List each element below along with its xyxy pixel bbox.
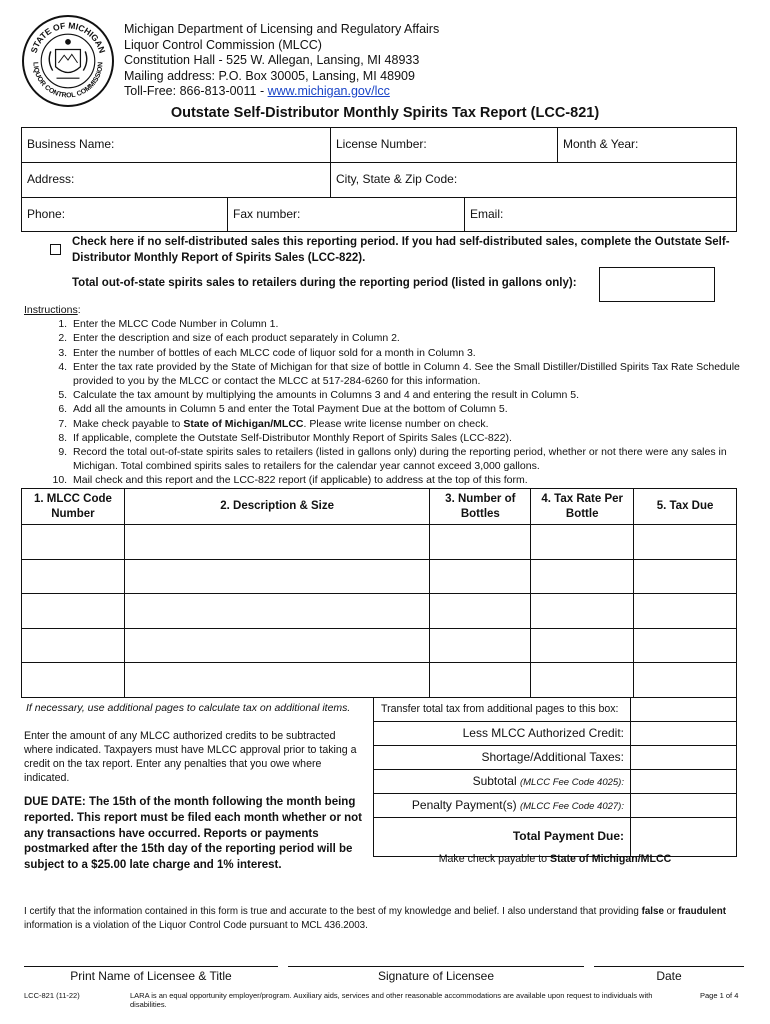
address-label: Address: (27, 172, 75, 186)
city-state-zip-label: City, State & Zip Code: (336, 172, 458, 186)
column-header: 3. Number of Bottles (430, 489, 531, 525)
tollfree-line (124, 84, 439, 100)
phone-label: Phone: (27, 207, 66, 221)
city-state-zip-field[interactable] (330, 163, 736, 197)
table-cell[interactable] (531, 628, 634, 663)
payment-summary (373, 697, 631, 857)
table-cell[interactable] (634, 559, 737, 594)
less-credit-row (374, 722, 630, 746)
column-header: 2. Description & Size (124, 489, 430, 525)
pay-to-note (373, 853, 737, 865)
agency-line: Liquor Control Commission (MLCC) (124, 37, 322, 52)
tollfree-text: Toll-Free: 866-813-0011 - (124, 84, 268, 98)
instructions-list (24, 317, 754, 487)
transfer-total-input[interactable] (631, 698, 736, 722)
agency-line: Constitution Hall - 525 W. Allegan, Lansing, MI 48933 (124, 53, 420, 67)
form-title: Outstate Self-Distributor Monthly Spirits Tax Report (LCC-821) (170, 105, 600, 121)
transfer-total-row (374, 698, 630, 722)
total-gallons-label: Total out-of-state spirits sales to retailers during the reporting period (listed in gallons only): (72, 277, 577, 289)
subtotal-row (374, 770, 630, 794)
table-cell[interactable] (124, 594, 430, 629)
table-row (22, 663, 737, 698)
instruction-item: 6. Add all the amounts in Column 5 and enter the Total Payment Due at the bottom of Column 5. (70, 402, 754, 416)
table-cell[interactable] (22, 525, 125, 560)
info-row-3 (22, 198, 736, 232)
column-header: 4. Tax Rate Per Bottle (531, 489, 634, 525)
eeo-statement: LARA is an equal opportunity employer/program. Auxiliary aids, services and other reasonable accommodations are available upon request to individuals with disabilities. (130, 991, 653, 1009)
tax-items-table (21, 488, 737, 698)
license-number-field[interactable] (330, 128, 557, 162)
table-cell[interactable] (430, 628, 531, 663)
additional-pages-note: If necessary, use additional pages to calculate tax on additional items. (26, 702, 351, 714)
fax-label: Fax number: (233, 207, 301, 221)
table-body (22, 525, 737, 698)
instruction-item: 8. If applicable, complete the Outstate Self-Distributor Monthly Report of Spirits Sales (LCC-822). (70, 431, 754, 445)
total-gallons-input[interactable] (599, 267, 715, 302)
website-link[interactable]: www.michigan.gov/lcc (267, 84, 390, 98)
instructions (24, 303, 754, 488)
business-name-field[interactable] (22, 128, 330, 162)
table-cell[interactable] (634, 628, 737, 663)
print-name-line[interactable] (24, 966, 278, 967)
subtotal-label: Subtotal (472, 774, 517, 788)
pay-to-prefix: Make check payable to (438, 853, 551, 865)
subtotal-fee-code: (MLCC Fee Code 4025): (519, 777, 624, 788)
instructions-colon: : (77, 304, 81, 316)
instructions-heading (24, 303, 754, 317)
column-header: 5. Tax Due (634, 489, 737, 525)
instruction-item: 9. Record the total out-of-state spirits sales to retailers (listed in gallons only) during the reporting period, whether or not there were any sales in Michigan. Total combined spirits sales to retailers for the calendar year cannot exceed 3,000 gallons. (70, 445, 754, 473)
table-cell[interactable] (22, 559, 125, 594)
instruction-item: 4. Enter the tax rate provided by the State of Michigan for that size of bottle in Column 4. See the Small Distiller/Distilled Spirits Tax Rate Schedule provided to you by the MLCC or contact the MLCC at 517-284-6260 for this information. (70, 360, 754, 388)
agency-line: Michigan Department of Licensing and Regulatory Affairs (124, 22, 440, 36)
seal-text-bottom: LIQUOR CONTROL COMMISSION (31, 61, 105, 100)
table-cell[interactable] (531, 594, 634, 629)
date-label: Date (656, 969, 682, 983)
certification-statement: I certify that the information contained in this form is true and accurate to the best of my knowledge and belief. I also understand that providing false or fraudulent information is a violation of the Liquor Control Code pursuant to MCL 436.2003. (24, 906, 726, 931)
pay-to-payee: State of Michigan/MLCC (550, 853, 672, 865)
license-number-label: License Number: (336, 137, 427, 151)
transfer-total-label: Transfer total tax from additional pages to this box: (381, 703, 619, 715)
fax-field[interactable] (227, 198, 464, 232)
instruction-item: 10. Mail check and this report and the LCC-822 report (if applicable) to address at the top of this form. (70, 473, 754, 487)
signature-line[interactable] (288, 966, 584, 967)
table-cell[interactable] (531, 559, 634, 594)
signature-label: Signature of Licensee (377, 969, 495, 983)
table-row (22, 594, 737, 629)
info-row-2 (22, 163, 736, 198)
shortage-row (374, 746, 630, 770)
table-cell[interactable] (22, 594, 125, 629)
penalty-label: Penalty Payment(s) (411, 798, 517, 812)
table-cell[interactable] (634, 663, 737, 698)
table-cell[interactable] (124, 525, 430, 560)
print-name-label: Print Name of Licensee & Title (70, 969, 232, 983)
instructions-heading-text: Instructions (24, 304, 78, 316)
penalty-input[interactable] (631, 794, 736, 818)
table-cell[interactable] (22, 628, 125, 663)
table-cell[interactable] (531, 525, 634, 560)
licensee-info-grid (21, 127, 737, 232)
seal-text-top: STATE OF MICHIGAN (28, 20, 108, 55)
table-cell[interactable] (634, 525, 737, 560)
due-date-notice: DUE DATE: The 15th of the month following the month being reported. This report must be filed each month whether or not any transactions have occurred. Reports or payments postmarked after the 15th day of the reporting period will be subject to a $25.00 late charge and 1% interest. (24, 796, 363, 872)
month-year-field[interactable] (557, 128, 736, 162)
phone-field[interactable] (22, 198, 227, 232)
shortage-label: Shortage/Additional Taxes: (481, 750, 624, 764)
address-field[interactable] (22, 163, 330, 197)
form-id: LCC-821 (11-22) (24, 991, 80, 1000)
page-number: Page 1 of 4 (700, 991, 739, 1000)
table-row (22, 559, 737, 594)
credits-note: Enter the amount of any MLCC authorized credits to be subtracted where indicated. Taxpayers must have MLCC approval prior to taking a credit on the tax report. Enter any penalties that you owe where indicated. (24, 730, 357, 784)
table-cell[interactable] (634, 594, 737, 629)
agency-line: Mailing address: P.O. Box 30005, Lansing, MI 48909 (124, 68, 415, 83)
less-credit-input[interactable] (631, 722, 736, 746)
instruction-item: 7. Make check payable to State of Michigan/MLCC. Please write license number on check. (70, 417, 754, 431)
table-cell[interactable] (430, 559, 531, 594)
total-due-input[interactable] (631, 818, 736, 856)
table-cell[interactable] (124, 663, 430, 698)
subtotal-input[interactable] (631, 770, 736, 794)
state-seal-logo (22, 15, 114, 107)
table-cell[interactable] (531, 663, 634, 698)
instruction-item: 2. Enter the description and size of each product separately in Column 2. (70, 331, 754, 345)
instruction-item: 3. Enter the number of bottles of each MLCC code of liquor sold for a month in Column 3. (70, 346, 754, 360)
column-header: 1. MLCC Code Number (22, 489, 125, 525)
table-header-row (22, 489, 737, 525)
agency-address-block (124, 22, 439, 100)
summary-amount-column (631, 697, 737, 857)
email-label: Email: (470, 207, 504, 221)
shortage-input[interactable] (631, 746, 736, 770)
penalty-row (374, 794, 630, 818)
penalty-fee-code: (MLCC Fee Code 4027): (519, 801, 624, 812)
table-cell[interactable] (430, 594, 531, 629)
table-row (22, 525, 737, 560)
no-sales-checkbox[interactable] (50, 244, 61, 255)
business-name-label: Business Name: (27, 137, 115, 151)
table-cell[interactable] (430, 525, 531, 560)
table-cell[interactable] (124, 559, 430, 594)
instruction-item: 1. Enter the MLCC Code Number in Column 1. (70, 317, 754, 331)
instruction-item: 5. Calculate the tax amount by multiplying the amounts in Columns 3 and 4 and entering the result in Column 5. (70, 388, 754, 402)
table-cell[interactable] (124, 628, 430, 663)
total-due-row (374, 818, 630, 856)
no-sales-label: Check here if no self-distributed sales this reporting period. If you had self-distributed sales, complete the Outstate Self-Distributor Monthly Report of Spirits Sales (LCC-822). (72, 236, 730, 264)
month-year-label: Month & Year: (563, 137, 639, 151)
table-row (22, 628, 737, 663)
table-cell[interactable] (430, 663, 531, 698)
info-row-1 (22, 128, 736, 163)
total-due-label: Total Payment Due: (512, 829, 624, 843)
email-field[interactable] (464, 198, 736, 232)
table-cell[interactable] (22, 663, 125, 698)
date-line[interactable] (594, 966, 744, 967)
less-credit-label: Less MLCC Authorized Credit: (462, 726, 624, 740)
